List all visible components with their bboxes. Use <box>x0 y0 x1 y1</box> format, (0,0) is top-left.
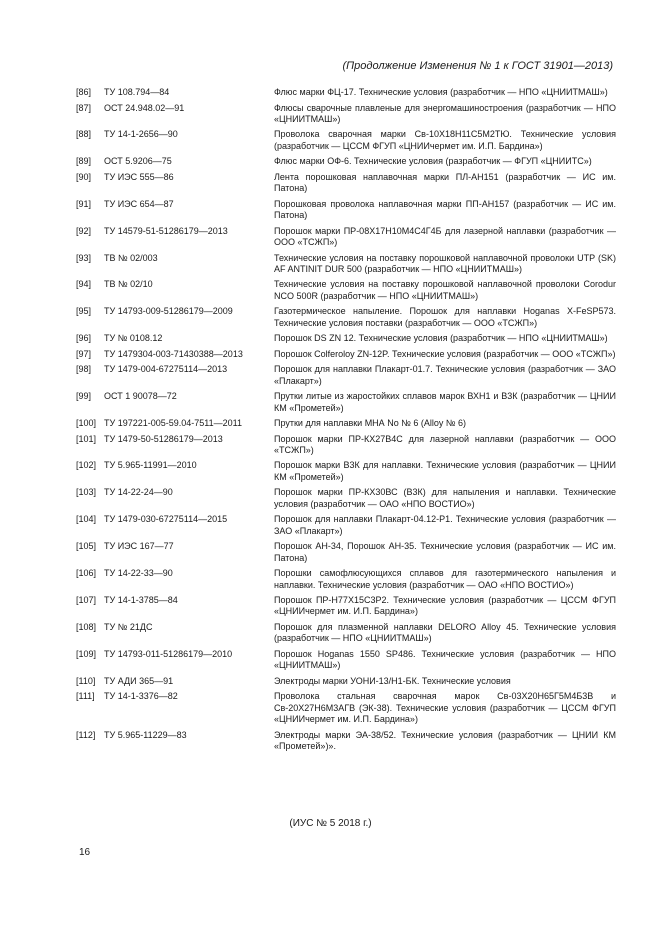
reference-description: Флюс марки ФЦ-17. Технические условия (разработчик — НПО «ЦНИИТМАШ») <box>274 87 608 97</box>
document-code: ТУ 1479-004-67275114—2013 <box>104 364 228 375</box>
reference-description: Прутки литые из жаростойких сплавов марок ВХН1 и В3К (разработчик — ЦНИИ КМ «Прометей») <box>274 391 616 413</box>
reference-row <box>76 226 616 253</box>
publication-note: (ИУС № 5 2018 г.) <box>289 818 372 829</box>
document-code: ТУ 14-22-33—90 <box>104 568 173 579</box>
reference-row <box>76 487 616 514</box>
reference-row <box>76 541 616 568</box>
reference-row <box>76 568 616 595</box>
document-code: ТУ 14793-011-51286179—2010 <box>104 648 233 659</box>
reference-row <box>76 595 616 622</box>
reference-number: [87] <box>76 102 92 113</box>
reference-description: Порошки самофлюсующихся сплавов для газотермического напыления и наплавки. Технические условия (разработчик — ОАО «НПО ВОСТИО») <box>274 568 616 590</box>
reference-number: [91] <box>76 198 92 209</box>
document-code: ТУ ИЭС 654—87 <box>104 198 174 209</box>
document-code: ТУ 14-22-24—90 <box>104 487 173 498</box>
document-code: ТУ 108.794—84 <box>104 87 170 97</box>
reference-row <box>76 691 616 729</box>
reference-row <box>76 460 616 487</box>
reference-description: Порошок для наплавки Плакарт-01.7. Технические условия (разработчик — ЗАО «Плакарт») <box>274 364 616 386</box>
reference-number: [109] <box>76 648 97 659</box>
document-code: ТУ № 21ДС <box>104 621 153 632</box>
references-table <box>76 87 616 756</box>
reference-number: [101] <box>76 433 97 444</box>
page-number: 16 <box>79 847 91 858</box>
reference-number: [110] <box>76 675 96 686</box>
reference-row <box>76 349 616 365</box>
reference-number: [106] <box>76 568 97 579</box>
reference-description: Электроды марки ЭА-38/52. Технические условия (разработчик — ЦНИИ КМ «Прометей»)». <box>274 729 616 751</box>
document-code: ТУ 197221-005-59.04-7511—2011 <box>104 418 242 429</box>
reference-row <box>76 676 616 692</box>
reference-description: Прутки для наплавки МНА No № 6 (Alloy № 6) <box>274 418 467 429</box>
page-header: (Продолжение Изменения № 1 к ГОСТ 31901—2013) <box>342 60 613 72</box>
reference-description: Порошок марки В3К для наплавки. Технические условия (разработчик — ЦНИИ КМ «Прометей») <box>274 460 616 482</box>
reference-number: [97] <box>76 348 92 359</box>
reference-number: [111] <box>76 691 95 702</box>
document-code: ТУ 14-1-3376—82 <box>104 691 178 702</box>
reference-row <box>76 306 616 333</box>
reference-number: [112] <box>76 729 96 740</box>
document-code: ТУ 1479-030-67275114—2015 <box>104 514 228 525</box>
document-code: ТУ 5.965-11991—2010 <box>104 460 197 471</box>
reference-description: Лента порошковая наплавочная марки ПЛ-АН151 (разработчик — ИС им. Патона) <box>274 171 616 194</box>
document-code: ТУ 5.965-11229—83 <box>104 729 187 740</box>
document-code: ТУ 1479304-003-71430388—2013 <box>104 348 243 359</box>
reference-row <box>76 253 616 280</box>
document-code: ТУ АДИ 365—91 <box>104 675 174 686</box>
reference-number: [107] <box>76 595 97 605</box>
reference-description: Флюсы сварочные плавленые для энергомашиностроения (разработчик — НПО «ЦНИИТМАШ») <box>274 102 616 124</box>
reference-description: Порошок для плазменной наплавки DELORO Alloy 45. Технические условия (разработчик — НПО «ЦНИИТМАШ») <box>274 621 616 644</box>
reference-number: [104] <box>76 514 97 525</box>
reference-description: Флюс марки ОФ-6. Технические условия (разработчик — ФГУП «ЦНИИТС») <box>274 156 592 167</box>
reference-description: Технические условия на поставку порошковой наплавочной проволоки Corodur NCO 500R (разработчик — НПО «ЦНИИТМАШ») <box>274 279 616 301</box>
reference-description: Порошок марки ПР-КХ27В4С для лазерной наплавки (разработчик — ООО «ТСЖП») <box>274 433 616 455</box>
reference-number: [108] <box>76 621 97 632</box>
reference-description: Проволока стальная сварочная марок Св-03Х20Н65Г5М4Б3В и Св-20Х27Н6М3АГВ (ЭК-38). Технические условия (разработчик — ЦССМ ФГУП «ЦНИИчермет им. И.П. Бардина») <box>274 691 616 725</box>
reference-number: [100] <box>76 418 97 429</box>
reference-number: [86] <box>76 87 92 97</box>
reference-description: Проволока сварочная марки Св-10Х18Н11С5М2ТЮ. Технические условия (разработчик — ЦССМ ФГУП «ЦНИИчермет им. И.П. Бардина») <box>274 129 616 151</box>
reference-row <box>76 418 616 434</box>
reference-description: Порошок Hoganas 1550 SP486. Технические условия (разработчик — НПО «ЦНИИТМАШ») <box>274 648 616 671</box>
reference-number: [96] <box>76 333 92 344</box>
reference-row <box>76 730 616 757</box>
reference-number: [95] <box>76 306 92 317</box>
reference-row <box>76 434 616 461</box>
reference-description: Технические условия на поставку порошковой наплавочной проволоки UTP (SK) AF ANTINIT DUR 500 (разработчик — НПО «ЦНИИТМАШ») <box>274 252 616 274</box>
reference-row <box>76 87 616 103</box>
document-code: ОСТ 5.9206—75 <box>104 156 172 167</box>
document-code: ТУ 1479-50-51286179—2013 <box>104 433 223 444</box>
reference-row <box>76 364 616 391</box>
reference-number: [88] <box>76 129 92 140</box>
reference-row <box>76 172 616 199</box>
document-code: ТУ 14793-009-51286179—2009 <box>104 306 233 317</box>
document-code: ОСТ 24.948.02—91 <box>104 102 185 113</box>
reference-row <box>76 622 616 649</box>
document-code: ТУ 14579-51-51286179—2013 <box>104 225 228 236</box>
reference-row <box>76 129 616 156</box>
reference-number: [94] <box>76 279 92 290</box>
reference-number: [92] <box>76 225 92 236</box>
reference-row <box>76 156 616 172</box>
document-code: ТВ № 02/003 <box>104 252 158 263</box>
reference-description: Порошок Colferoloy ZN-12P. Технические условия (разработчик — ООО «ТСЖП») <box>274 348 616 359</box>
reference-description: Порошок ПР-Н77Х15С3Р2. Технические условия (разработчик — ЦССМ ФГУП «ЦНИИчермет им. И.П. Бардина») <box>274 595 616 617</box>
document-code: ТУ 14-1-2656—90 <box>104 129 178 140</box>
reference-row <box>76 103 616 130</box>
reference-description: Порошок для наплавки Плакарт-04.12-Р1. Технические условия (разработчик — ЗАО «Плакарт») <box>274 514 616 536</box>
document-code: ТУ 14-1-3785—84 <box>104 595 178 605</box>
reference-number: [99] <box>76 391 92 402</box>
reference-row <box>76 391 616 418</box>
reference-number: [105] <box>76 541 97 552</box>
document-code: ТВ № 02/10 <box>104 279 153 290</box>
reference-description: Порошок DS ZN 12. Технические условия (разработчик — НПО «ЦНИИТМАШ») <box>274 333 608 344</box>
reference-description: Порошок АН-34, Порошок АН-35. Технические условия (разработчик — ИС им. Патона) <box>274 541 616 563</box>
reference-row <box>76 649 616 676</box>
reference-description: Порошковая проволока наплавочная марки ПП-АН157 (разработчик — ИС им. Патона) <box>274 198 616 221</box>
reference-number: [93] <box>76 252 92 263</box>
document-code: ОСТ 1 90078—72 <box>104 391 177 402</box>
reference-description: Порошок марки ПР-08Х17Н10М4С4Г4Б для лазерной наплавки (разработчик — ООО «ТСЖП») <box>274 225 616 248</box>
reference-number: [103] <box>76 487 97 498</box>
reference-number: [102] <box>76 460 97 471</box>
reference-description: Порошок марки ПР-КХ30ВС (В3К) для напыления и наплавки. Технические условия (разработчик — ОАО «НПО ВОСТИО») <box>274 487 616 509</box>
reference-row <box>76 514 616 541</box>
reference-row <box>76 279 616 306</box>
document-code: ТУ ИЭС 167—77 <box>104 541 174 552</box>
reference-description: Газотермическое напыление. Порошок для наплавки Hoganas X-FeSP573. Технические условия поставки (разработчик — ООО «ТСЖП») <box>274 306 616 328</box>
document-code: ТУ ИЭС 555—86 <box>104 171 174 182</box>
document-code: ТУ № 0108.12 <box>104 333 163 344</box>
reference-description: Электроды марки УОНИ-13/Н1-БК. Технические условия <box>274 675 511 686</box>
reference-number: [89] <box>76 156 92 167</box>
reference-number: [90] <box>76 171 92 182</box>
reference-row <box>76 333 616 349</box>
reference-row <box>76 199 616 226</box>
reference-number: [98] <box>76 364 92 375</box>
